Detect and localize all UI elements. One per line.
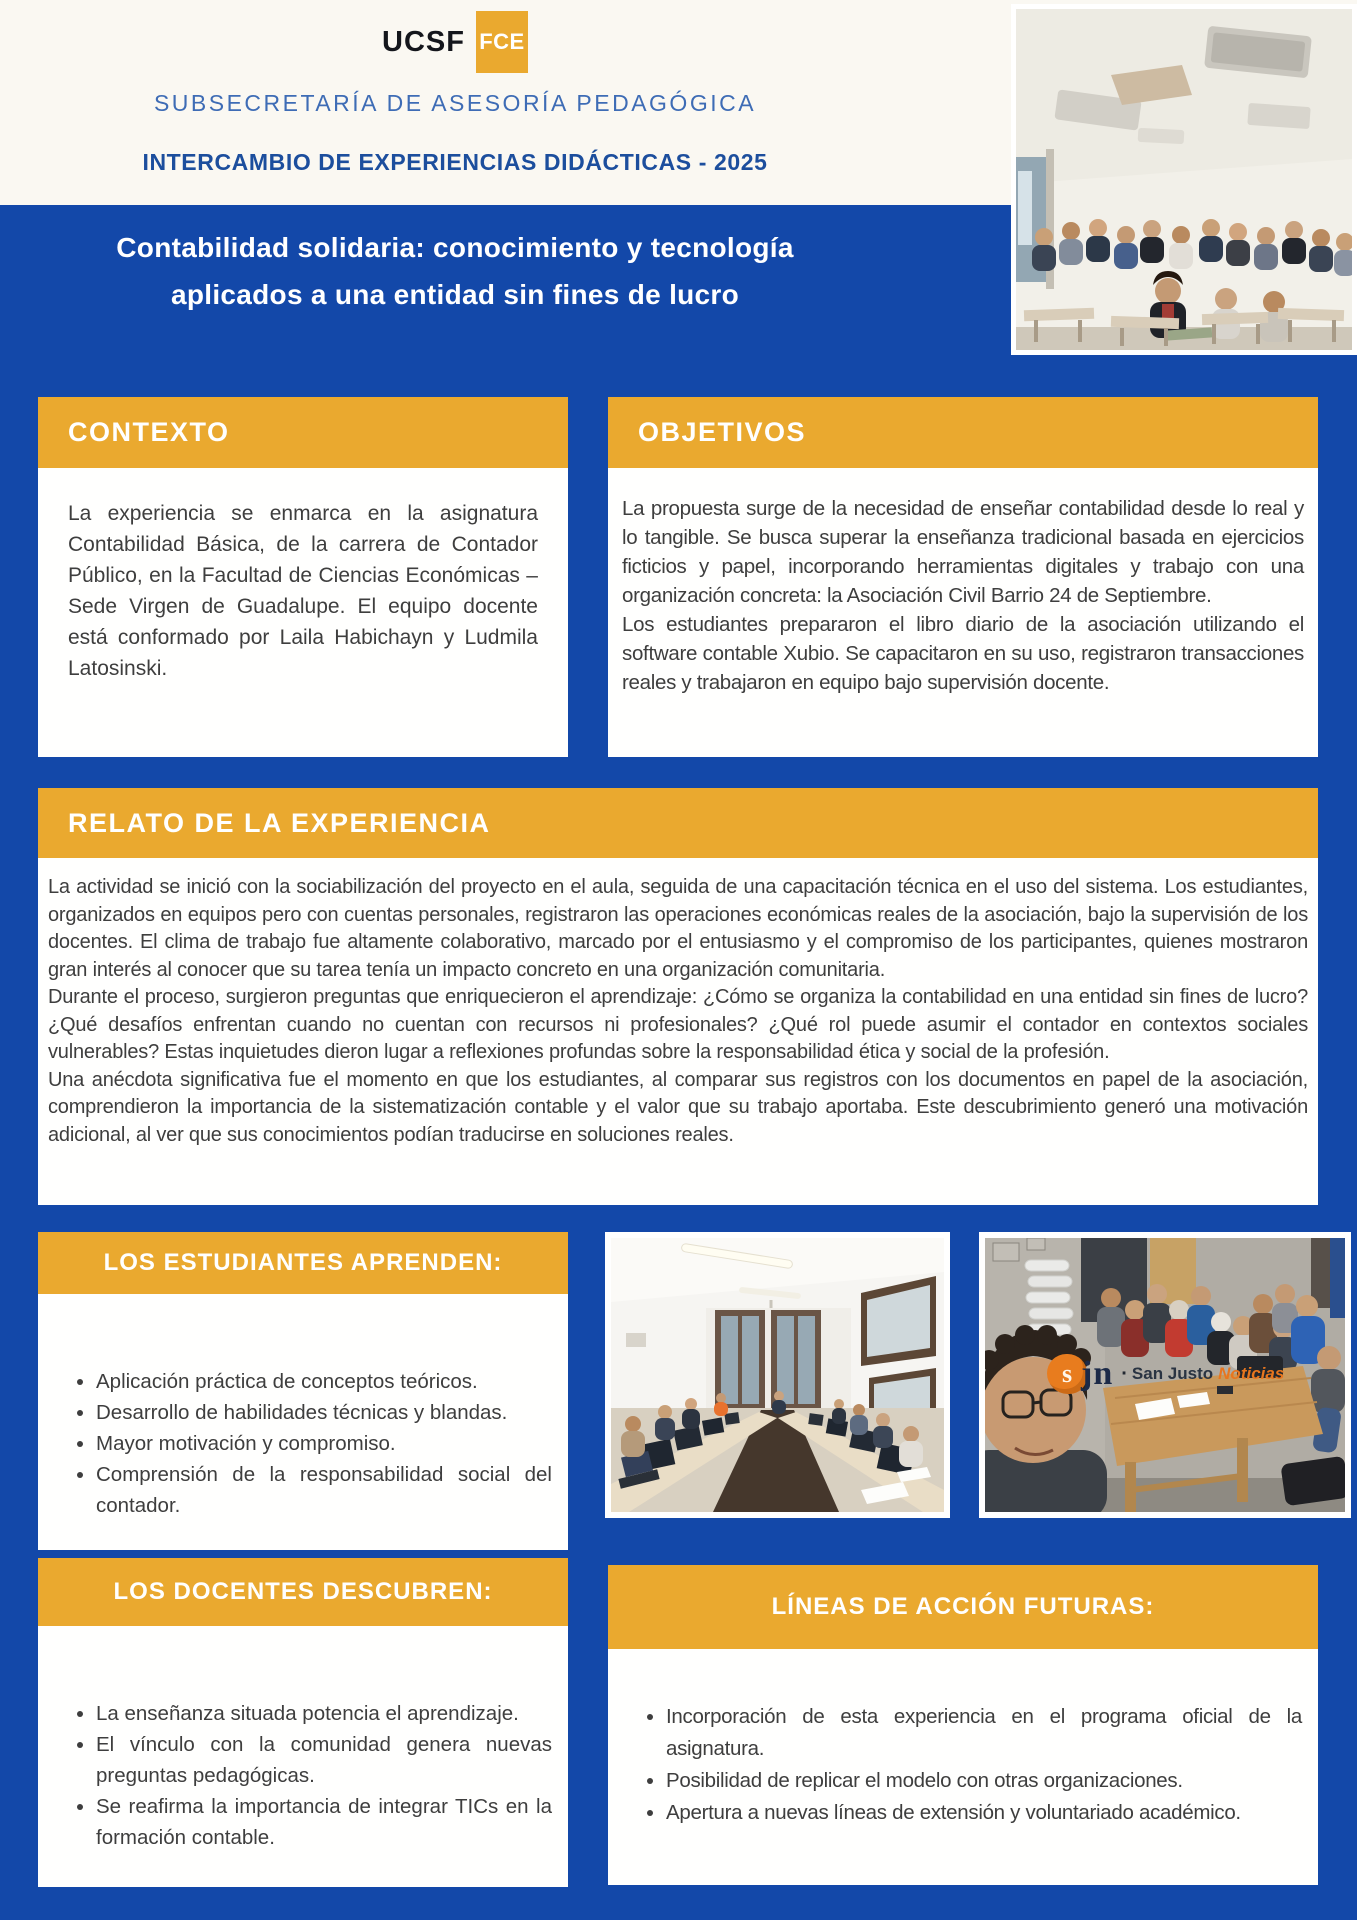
university-logo	[0, 11, 910, 73]
poster-title: Contabilidad solidaria: conocimiento y tecnología aplicados a una entidad sin fines de lucro	[116, 232, 794, 310]
list-item: • Aplicación práctica de conceptos teóricos.	[96, 1366, 552, 1397]
computer-lab-photo-illustration	[611, 1238, 944, 1512]
estudiantes-card	[38, 1232, 568, 1550]
lineas-card	[608, 1565, 1318, 1885]
watermark-noticias: Noticias	[1218, 1364, 1285, 1383]
lab-scene	[611, 1238, 944, 1512]
watermark-logo-icon: s	[1047, 1354, 1087, 1394]
estudiantes-list	[38, 1294, 568, 1521]
relato-body	[38, 858, 1318, 1205]
classroom-photo	[1011, 4, 1357, 355]
objetivos-card	[608, 397, 1318, 757]
relato-card	[38, 788, 1318, 1205]
relato-heading: RELATO DE LA EXPERIENCIA	[38, 788, 1318, 858]
objetivos-paragraph: Los estudiantes prepararon el libro diario de la asociación utilizando el software contable Xubio. Se capacitaron en su uso, registraron transacciones reales y trabajaron en equipo bajo supervisión docente.	[622, 613, 1304, 694]
lineas-body	[608, 1649, 1318, 1885]
list-item: • El vínculo con la comunidad genera nuevas preguntas pedagógicas.	[96, 1729, 552, 1791]
event-title: INTERCAMBIO DE EXPERIENCIAS DIDÁCTICAS - 2025	[142, 149, 768, 175]
lineas-heading: LÍNEAS DE ACCIÓN FUTURAS:	[608, 1565, 1318, 1649]
contexto-heading: CONTEXTO	[38, 397, 568, 468]
fce-logo-badge: FCE	[476, 11, 528, 73]
docentes-list	[38, 1626, 568, 1853]
contexto-text: La experiencia se enmarca en la asignatura Contabilidad Básica, de la carrera de Contador Público, en la Facultad de Ciencias Económicas – Sede Virgen de Guadalupe. El equipo docente está conformado por Laila Habichayn y Ludmila Latosinski.	[68, 502, 538, 680]
docentes-heading: LOS DOCENTES DESCUBREN:	[38, 1558, 568, 1626]
watermark-san-justo: San Justo	[1131, 1364, 1214, 1383]
list-item: • Desarrollo de habilidades técnicas y blandas.	[96, 1397, 552, 1428]
relato-paragraph: La actividad se inició con la sociabilización del proyecto en el aula, seguida de una capacitación técnica en el uso del sistema. Los estudiantes, organizados en equipos pero con cuentas personales, registraron las operaciones económicas reales de la asociación, bajo la supervisión de los docentes. El clima de trabajo fue altamente colaborativo, marcado por el entusiasmo y el compromiso de los participantes, quienes mostraron gran interés al conocer que su tarea tenía un impacto concreto en una organización comunitaria.	[48, 876, 1308, 981]
docentes-card	[38, 1558, 568, 1887]
list-item: • Apertura a nuevas líneas de extensión y voluntariado académico.	[666, 1797, 1302, 1829]
relato-paragraph: Durante el proceso, surgieron preguntas que enriquecieron el aprendizaje: ¿Cómo se organiza la contabilidad en una entidad sin fines de lucro? ¿Qué desafíos enfrentan cuando no cuentan con recursos ni profesionales? ¿Qué rol puede asumir el contador en contextos sociales vulnerables? Estas inquietudes dieron lugar a reflexiones profundas sobre la responsabilidad ética y social de la profesión.	[48, 986, 1308, 1063]
relato-paragraph: Una anécdota significativa fue el momento en que los estudiantes, al comparar sus registros con los documentos en papel de la asociación, comprendieron la importancia de la sistematización contable y el valor que su trabajo aportaba. Este descubrimiento generó una motivación adicional, al ver que sus conocimientos podían traducirse en soluciones reales.	[48, 1068, 1308, 1146]
subsecretaria-subtitle: SUBSECRETARÍA DE ASESORÍA PEDAGÓGICA	[153, 90, 757, 116]
objetivos-heading: OBJETIVOS	[608, 397, 1318, 468]
docentes-body	[38, 1626, 568, 1887]
photo-watermark	[1047, 1354, 1284, 1394]
watermark-separator: ·	[1121, 1362, 1128, 1385]
lineas-list	[608, 1649, 1318, 1829]
contexto-card	[38, 397, 568, 757]
list-item: • La enseñanza situada potencia el aprendizaje.	[96, 1698, 552, 1729]
list-item: • Incorporación de esta experiencia en el programa oficial de la asignatura.	[666, 1701, 1302, 1765]
objetivos-body	[608, 468, 1318, 757]
estudiantes-body	[38, 1294, 568, 1550]
list-item: • Comprensión de la responsabilidad social del contador.	[96, 1459, 552, 1521]
list-item: • Mayor motivación y compromiso.	[96, 1428, 552, 1459]
list-item: • Se reafirma la importancia de integrar TICs en la formación contable.	[96, 1791, 552, 1853]
community-group-photo-illustration	[985, 1238, 1345, 1512]
classroom-photo-illustration	[1016, 9, 1352, 350]
watermark-jn: jn	[1081, 1355, 1114, 1392]
contexto-body	[38, 468, 568, 757]
computer-lab-photo	[605, 1232, 950, 1518]
ucsf-logo-text: UCSF	[382, 25, 465, 58]
list-item: • Posibilidad de replicar el modelo con otras organizaciones.	[666, 1765, 1302, 1797]
classroom-scene	[1016, 9, 1352, 350]
objetivos-paragraph: La propuesta surge de la necesidad de enseñar contabilidad desde lo real y lo tangible. Se busca superar la enseñanza tradicional basada en ejercicios ficticios y papel, incorporando herramientas digitales y trabajo con una organización concreta: la Asociación Civil Barrio 24 de Septiembre.	[622, 497, 1304, 607]
community-group-photo	[979, 1232, 1351, 1518]
estudiantes-heading: LOS ESTUDIANTES APRENDEN:	[38, 1232, 568, 1294]
